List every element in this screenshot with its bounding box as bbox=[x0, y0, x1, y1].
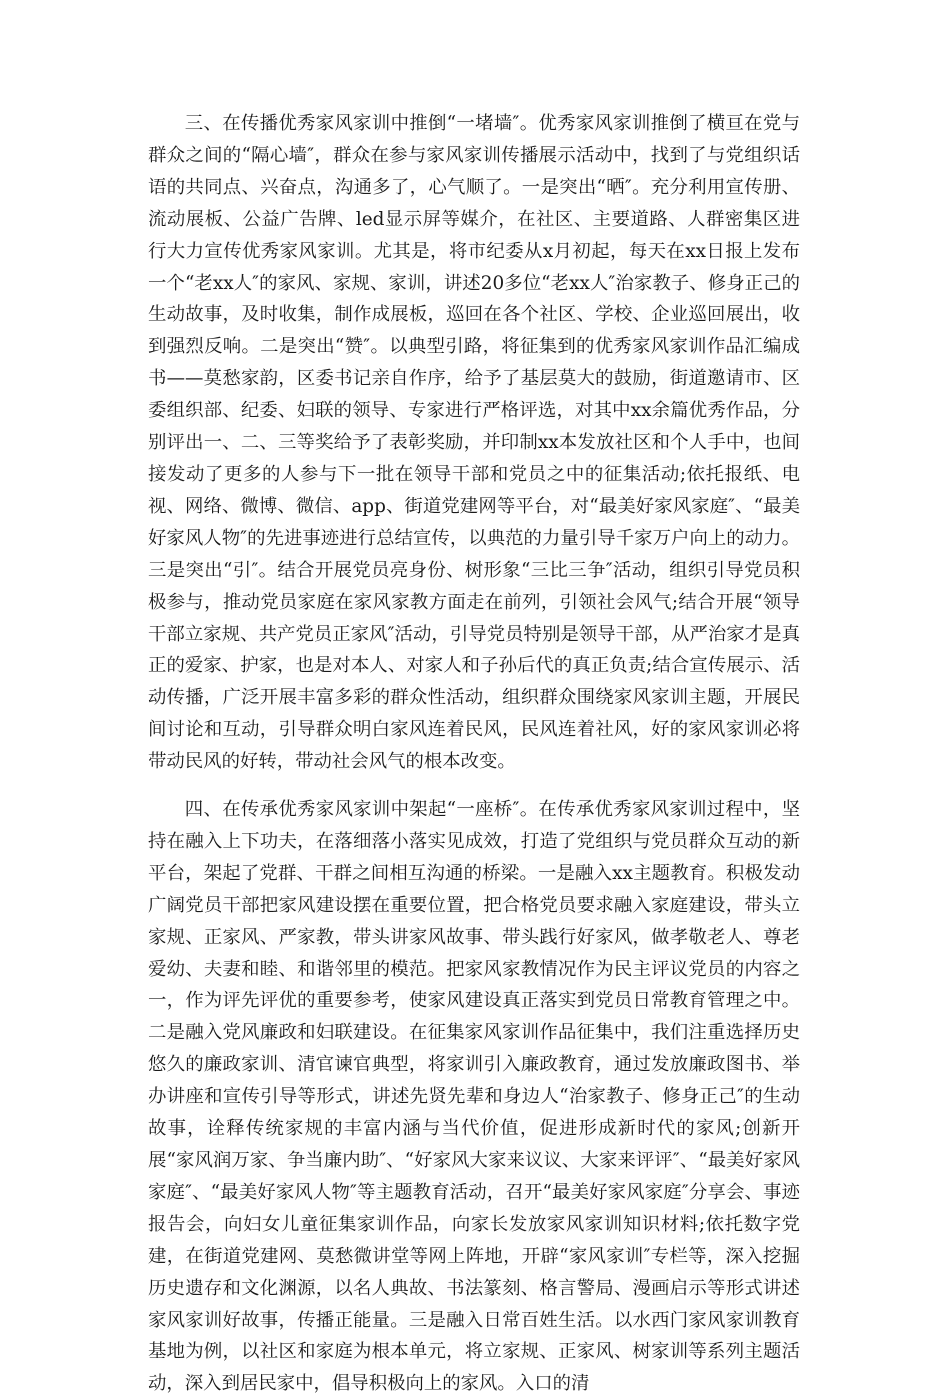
document-body bbox=[148, 108, 800, 1400]
paragraph-section-three: 三、在传播优秀家风家训中推倒“一堵墙″。优秀家风家训推倒了横亘在党与群众之间的“隔心墙″，群众在参与家风家训传播展示活动中，找到了与党组织话语的共同点、兴奋点，沟通多了，心气顺了。一是突出“晒″。充分利用宣传册、流动展板、公益广告牌、led显示屏等媒介，在社区、主要道路、人群密集区进行大力宣传优秀家风家训。尤其是，将市纪委从x月初起，每天在xx日报上发布一个“老xx人″的家风、家规、家训，讲述20多位“老xx人″治家教子、修身正己的生动故事，及时收集，制作成展板，巡回在各个社区、学校、企业巡回展出，收到强烈反响。二是突出“赞″。以典型引路，将征集到的优秀家风家训作品汇编成书——莫愁家韵，区委书记亲自作序，给予了基层莫大的鼓励，街道邀请市、区委组织部、纪委、妇联的领导、专家进行严格评选，对其中xx余篇优秀作品，分别评出一、二、三等奖给予了表彰奖励，并印制xx本发放社区和个人手中，也间接发动了更多的人参与下一批在领导干部和党员之中的征集活动;依托报纸、电视、网络、微博、微信、app、街道党建网等平台，对“最美好家风家庭″、“最美好家风人物″的先进事迹进行总结宣传，以典范的力量引导千家万户向上的动力。三是突出“引″。结合开展党员亮身份、树形象“三比三争″活动，组织引导党员积极参与，推动党员家庭在家风家教方面走在前列，引领社会风气;结合开展“领导干部立家规、共产党员正家风″活动，引导党员特别是领导干部，从严治家才是真正的爱家、护家，也是对本人、对家人和子孙后代的真正负责;结合宣传展示、活动传播，广泛开展丰富多彩的群众性活动，组织群众围绕家风家训主题，开展民间讨论和互动，引导群众明白家风连着民风，民风连着社风，好的家风家训必将带动民风的好转，带动社会风气的根本改变。 bbox=[148, 113, 800, 773]
paragraph-section-four: 四、在传承优秀家风家训中架起“一座桥″。在传承优秀家风家训过程中，坚持在融入上下功夫，在落细落小落实见成效，打造了党组织与党员群众互动的新平台，架起了党群、干群之间相互沟通的桥梁。一是融入xx主题教育。积极发动广阔党员干部把家风建设摆在重要位置，把合格党员要求融入家庭建设，带头立家规、正家风、严家教，带头讲家风故事、带头践行好家风，做孝敬老人、尊老爱幼、夫妻和睦、和谐邻里的模范。把家风家教情况作为民主评议党员的内容之一，作为评先评优的重要参考，使家风建设真正落实到党员日常教育管理之中。二是融入党风廉政和妇联建设。在征集家风家训作品征集中，我们注重选择历史悠久的廉政家训、清官谏官典型，将家训引入廉政教育，通过发放廉政图书、举办讲座和宣传引导等形式，讲述先贤先辈和身边人“治家教子、修身正己″的生动故事，诠释传统家规的丰富内涵与当代价值，促进形成新时代的家风;创新开展“家风润万家、争当廉内助″、“好家风大家来议议、大家来评评″、“最美好家风家庭″、“最美好家风人物″等主题教育活动，召开“最美好家风家庭″分享会、事迹报告会，向妇女儿童征集家训作品，向家长发放家风家训知识材料;依托数字党建，在街道党建网、莫愁微讲堂等网上阵地，开辟“家风家训″专栏等，深入挖掘历史遗存和文化渊源，以名人典故、书法篆刻、格言警局、漫画启示等形式讲述家风家训好故事，传播正能量。三是融入日常百姓生活。以水西门家风家训教育基地为例，以社区和家庭为根本单元，将立家规、正家风、树家训等系列主题活动，深入到居民家中，倡导积极向上的家风。入口的清 bbox=[148, 799, 800, 1395]
